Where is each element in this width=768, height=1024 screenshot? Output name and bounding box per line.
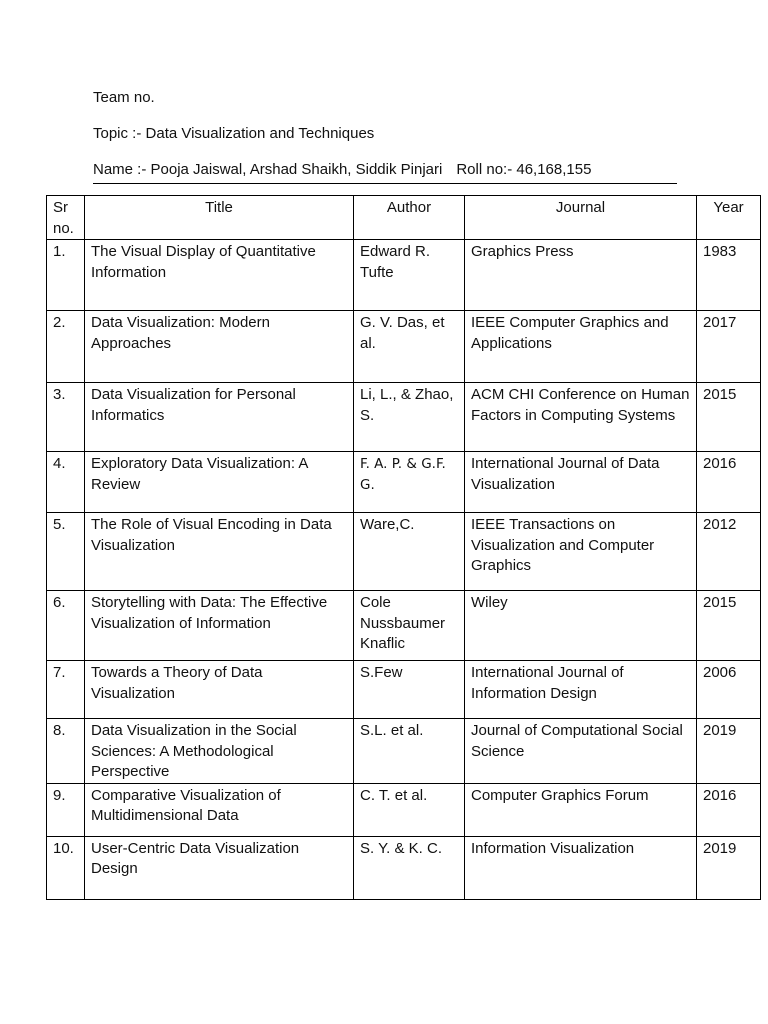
cell-year: 1983 — [697, 240, 761, 311]
team-line: Team no. — [93, 89, 155, 106]
cell-sr: 9. — [47, 783, 85, 836]
cell-year: 2017 — [697, 311, 761, 383]
cell-title: Data Visualization in the Social Sciences: A Methodological Perspective — [85, 719, 354, 784]
header-author: Author — [354, 196, 465, 240]
cell-author: F. A. P. & G.F. G. — [354, 452, 465, 513]
cell-year: 2015 — [697, 591, 761, 661]
cell-sr: 6. — [47, 591, 85, 661]
cell-title: Exploratory Data Visualization: A Review — [85, 452, 354, 513]
cell-journal: Wiley — [465, 591, 697, 661]
cell-author: Edward R. Tufte — [354, 240, 465, 311]
cell-author: S.L. et al. — [354, 719, 465, 784]
cell-title: Comparative Visualization of Multidimensional Data — [85, 783, 354, 836]
cell-journal: Computer Graphics Forum — [465, 783, 697, 836]
cell-title: The Role of Visual Encoding in Data Visualization — [85, 513, 354, 591]
cell-title: Towards a Theory of Data Visualization — [85, 661, 354, 719]
cell-journal: ACM CHI Conference on Human Factors in Computing Systems — [465, 383, 697, 452]
cell-year: 2019 — [697, 836, 761, 899]
header-title: Title — [85, 196, 354, 240]
table-row — [47, 240, 761, 311]
cell-year: 2006 — [697, 661, 761, 719]
cell-sr: 4. — [47, 452, 85, 513]
cell-journal: Graphics Press — [465, 240, 697, 311]
cell-journal: IEEE Transactions on Visualization and Computer Graphics — [465, 513, 697, 591]
cell-author: Li, L., & Zhao, S. — [354, 383, 465, 452]
header-year: Year — [697, 196, 761, 240]
table-row — [47, 513, 761, 591]
cell-journal: International Journal of Data Visualization — [465, 452, 697, 513]
cell-journal: IEEE Computer Graphics and Applications — [465, 311, 697, 383]
cell-sr: 10. — [47, 836, 85, 899]
cell-sr: 3. — [47, 383, 85, 452]
roll-text: Roll no:- 46,168,155 — [456, 161, 592, 178]
header-sr-no: Sr no. — [47, 196, 85, 240]
cell-title: User-Centric Data Visualization Design — [85, 836, 354, 899]
cell-author: Cole Nussbaumer Knaflic — [354, 591, 465, 661]
cell-sr: 8. — [47, 719, 85, 784]
table-header-row — [47, 196, 761, 240]
cell-journal: International Journal of Information Design — [465, 661, 697, 719]
cell-author: Ware,C. — [354, 513, 465, 591]
table-row — [47, 591, 761, 661]
name-roll-line — [93, 160, 677, 184]
cell-author: S.Few — [354, 661, 465, 719]
cell-year: 2015 — [697, 383, 761, 452]
cell-sr: 5. — [47, 513, 85, 591]
cell-author: S. Y. & K. C. — [354, 836, 465, 899]
cell-author: C. T. et al. — [354, 783, 465, 836]
cell-year: 2019 — [697, 719, 761, 784]
header-journal: Journal — [465, 196, 697, 240]
table-row — [47, 719, 761, 784]
table-row — [47, 783, 761, 836]
cell-sr: 2. — [47, 311, 85, 383]
literature-table — [46, 195, 761, 900]
cell-title: Data Visualization: Modern Approaches — [85, 311, 354, 383]
cell-sr: 1. — [47, 240, 85, 311]
table-row — [47, 836, 761, 899]
table-row — [47, 311, 761, 383]
cell-journal: Information Visualization — [465, 836, 697, 899]
cell-journal: Journal of Computational Social Science — [465, 719, 697, 784]
cell-author: G. V. Das, et al. — [354, 311, 465, 383]
table-row — [47, 661, 761, 719]
cell-year: 2016 — [697, 783, 761, 836]
names-text: Name :- Pooja Jaiswal, Arshad Shaikh, Siddik Pinjari — [93, 161, 443, 178]
cell-title: Data Visualization for Personal Informatics — [85, 383, 354, 452]
table-row — [47, 452, 761, 513]
cell-year: 2016 — [697, 452, 761, 513]
cell-title: Storytelling with Data: The Effective Visualization of Information — [85, 591, 354, 661]
topic-line: Topic :- Data Visualization and Techniques — [93, 125, 375, 142]
cell-sr: 7. — [47, 661, 85, 719]
cell-year: 2012 — [697, 513, 761, 591]
table-row — [47, 383, 761, 452]
cell-title: The Visual Display of Quantitative Information — [85, 240, 354, 311]
